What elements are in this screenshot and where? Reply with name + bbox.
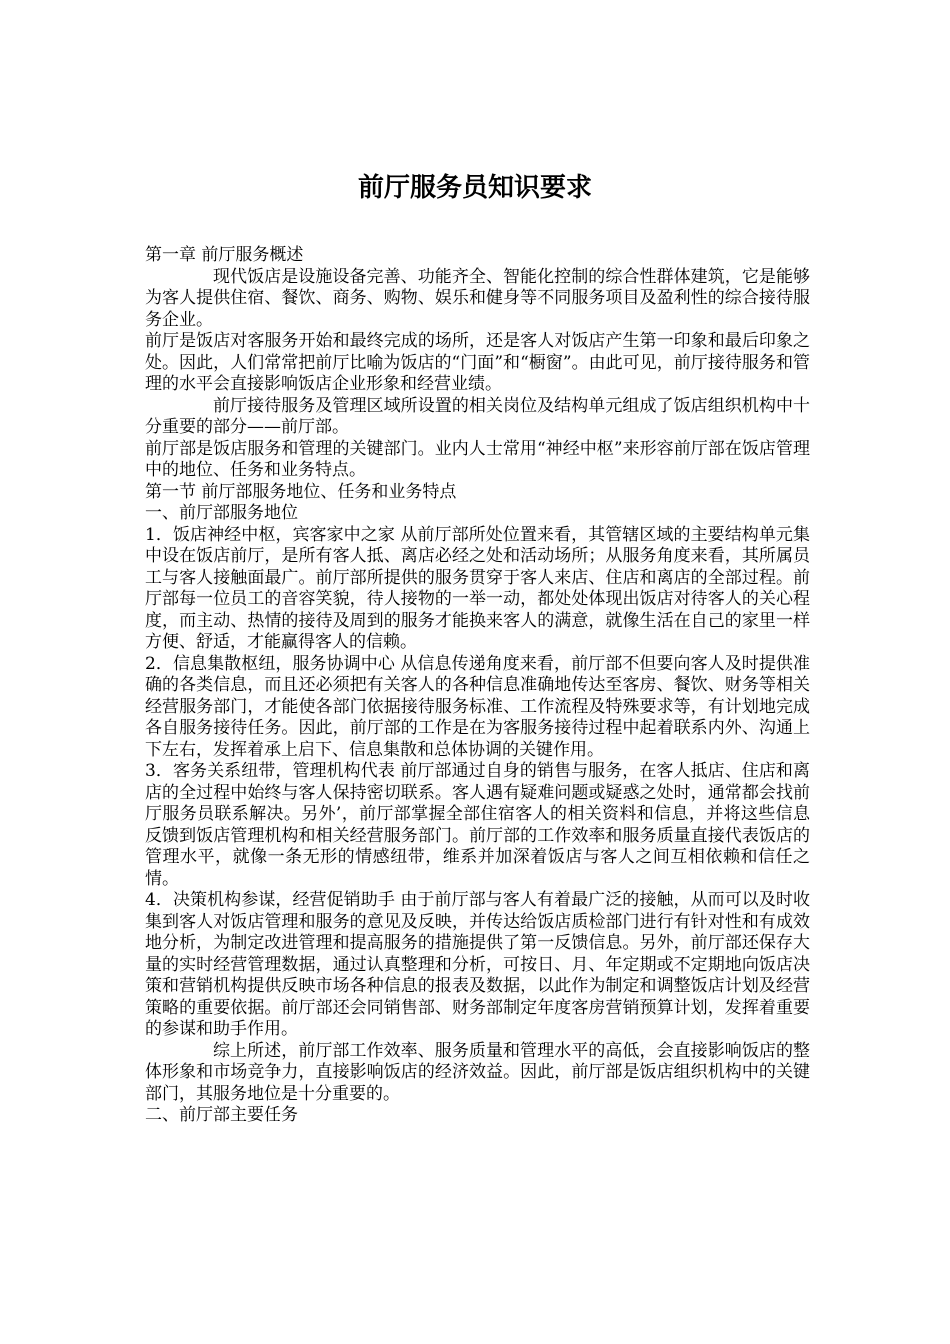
document-body	[145, 245, 810, 1127]
paragraph: 3．客务关系纽带，管理机构代表 前厅部通过自身的销售与服务，在客人抵店、住店和离店的全过程中始终与客人保持密切联系。客人遇有疑难问题或疑惑之处时，通常都会找前厅服务员联系解决。另外’，前厅部掌握全部住宿客人的相关资料和信息，并将这些信息反馈到饭店管理机构和相关经营服务部门。前厅部的工作效率和服务质量直接代表饭店的管理水平，就像一条无形的情感纽带，维系并加深着饭店与客人之间互相依赖和信任之情。	[145, 761, 810, 889]
paragraph: 前厅接待服务及管理区域所设置的相关岗位及结构单元组成了饭店组织机构中十分重要的部分——前厅部。	[145, 395, 810, 437]
document-title: 前厅服务员知识要求	[357, 173, 592, 203]
paragraph: 2．信息集散枢纽，服务协调中心 从信息传递角度来看，前厅部不但要向客人及时提供准确的各类信息，而且还必须把有关客人的各种信息准确地传达至客房、餐饮、财务等相关经营服务部门，才能使各部门依据接待服务标准、工作流程及特殊要求等，有计划地完成各自服务接待任务。因此，前厅部的工作是在为客服务接待过程中起着联系内外、沟通上下左右，发挥着承上启下、信息集散和总体协调的关键作用。	[145, 653, 810, 760]
subsection-heading: 一、前厅部服务地位	[145, 503, 298, 523]
paragraph: 4．决策机构参谋，经营促销助手 由于前厅部与客人有着最广泛的接触，从而可以及时收集到客人对饭店管理和服务的意见及反映，并传达给饭店质检部门进行有针对性和有成效地分析，为制定改进管理和提高服务的措施提供了第一反馈信息。另外，前厅部还保存大量的实时经营管理数据，通过认真整理和分析，可按日、月、年定期或不定期地向饭店决策和营销机构提供反映市场各种信息的报表及数据，以此作为制定和调整饭店计划及经营策略的重要依据。前厅部还会同销售部、财务部制定年度客房营销预算计划，发挥着重要的参谋和助手作用。	[145, 890, 810, 1039]
paragraph: 前厅部是饭店服务和管理的关键部门。业内人士常用“神经中枢”来形容前厅部在饭店管理中的地位、任务和业务特点。	[145, 438, 810, 480]
subsection-heading: 二、前厅部主要任务	[145, 1105, 298, 1125]
paragraph: 1．饭店神经中枢，宾客家中之家 从前厅部所处位置来看，其管辖区域的主要结构单元集中设在饭店前厅，是所有客人抵、离店必经之处和活动场所；从服务角度来看，其所属员工与客人接触面最广。前厅部所提供的服务贯穿于客人来店、住店和离店的全部过程。前厅部每一位员工的音容笑貌，待人接物的一举一动，都处处体现出饭店对待客人的关心程度，而主动、热情的接待及周到的服务才能换来客人的满意，就像生活在自己的家里一样方便、舒适，才能赢得客人的信赖。	[145, 524, 810, 652]
paragraph: 现代饭店是设施设备完善、功能齐全、智能化控制的综合性群体建筑，它是能够为客人提供住宿、餐饮、商务、购物、娱乐和健身等不同服务项目及盈利性的综合接待服务企业。	[145, 266, 810, 330]
paragraph: 综上所述，前厅部工作效率、服务质量和管理水平的高低，会直接影响饭店的整体形象和市场竞争力，直接影响饭店的经济效益。因此，前厅部是饭店组织机构中的关键部门，其服务地位是十分重要的。	[145, 1040, 810, 1104]
section-heading: 第一节 前厅部服务地位、任务和业务特点	[145, 481, 457, 502]
chapter-heading: 第一章 前厅服务概述	[145, 245, 304, 265]
paragraph: 前厅是饭店对客服务开始和最终完成的场所，还是客人对饭店产生第一印象和最后印象之处。因此，人们常常把前厅比喻为饭店的“门面”和“橱窗”。由此可见，前厅接待服务和管理的水平会直接影响饭店企业形象和经营业绩。	[145, 331, 810, 394]
